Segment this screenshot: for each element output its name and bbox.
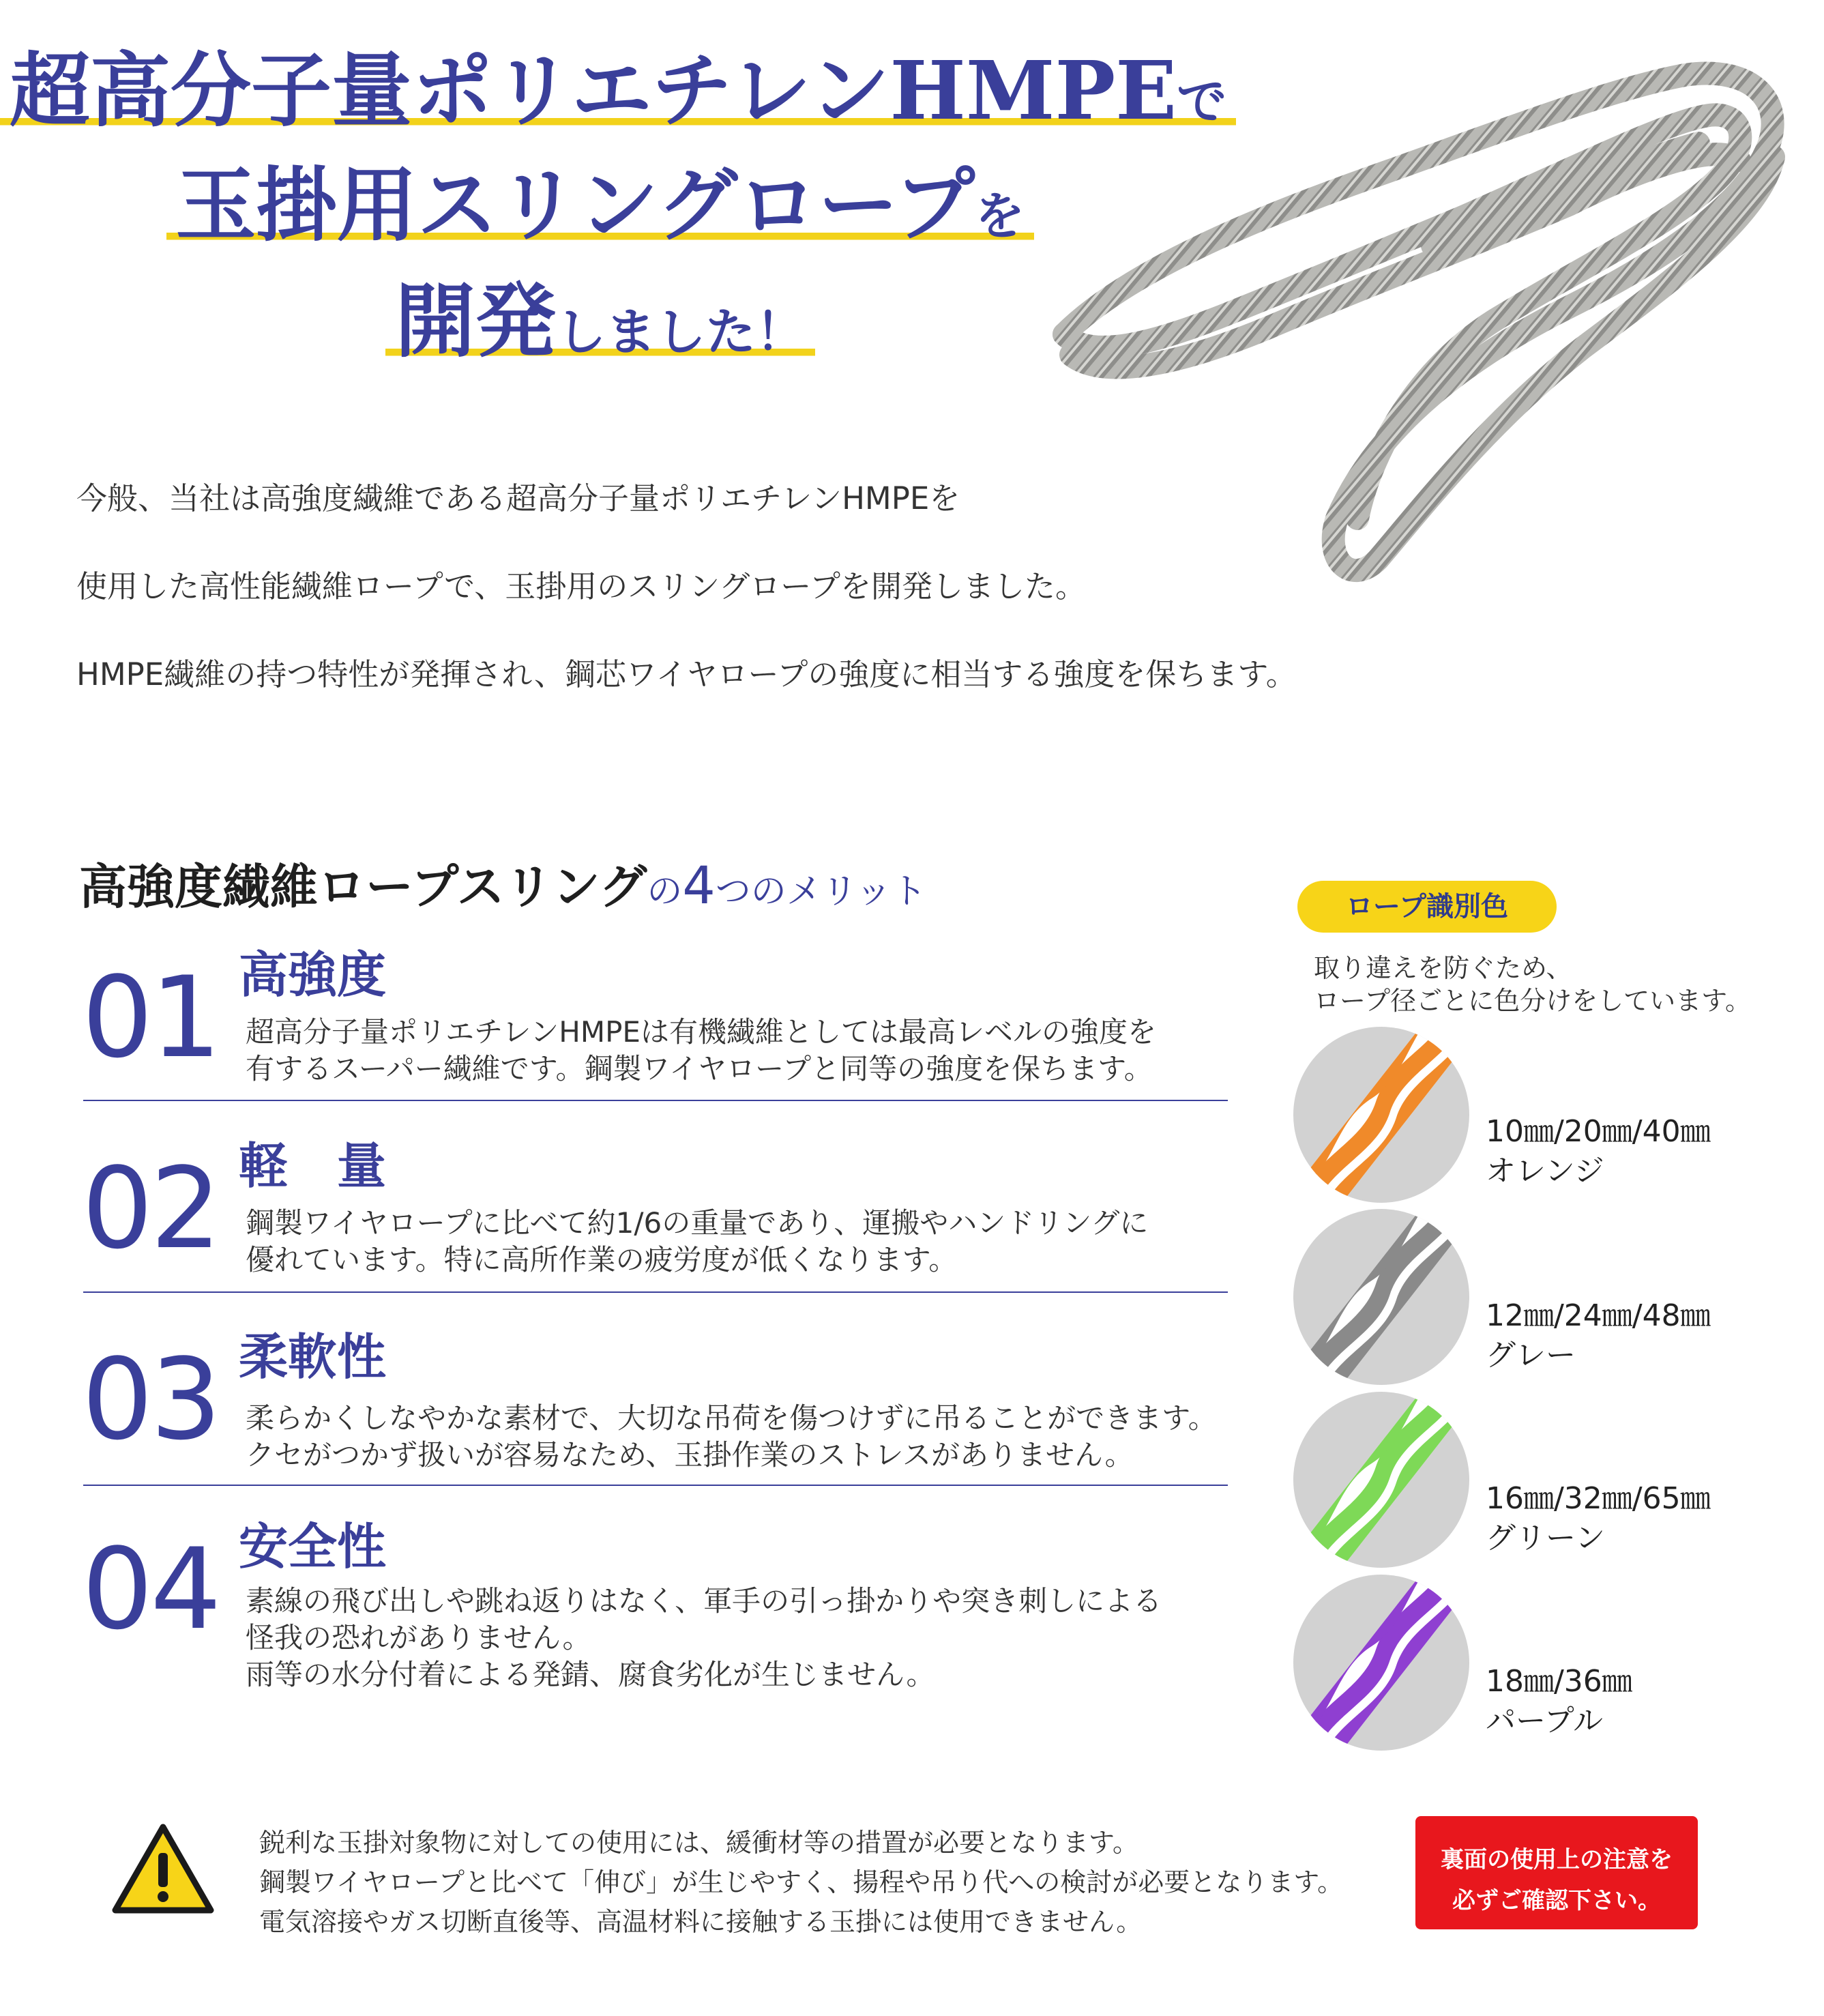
merit-text-line: 雨等の水分付着による発錆、腐食劣化が生じません。 [246,1658,935,1691]
rope-size-label: 16㎜/32㎜/65㎜ [1486,1481,1711,1516]
merits-title-sub-2: つのメリット [715,871,927,912]
merit-text-line: 柔らかくしなやかな素材で、大切な吊荷を傷つけずに吊ることができます。 [246,1401,1217,1435]
merit-number: 03 [82,1334,219,1465]
merit-number: 01 [82,952,219,1083]
headline-line-1 [0,43,1227,138]
color-panel-note-line: 取り違えを防ぐため、 [1314,953,1572,983]
intro-line-3: HMPE繊維の持つ特性が発揮され、鋼芯ワイヤロープの強度に相当する強度を保ちます。 [76,656,1297,692]
warning-icon [112,1823,214,1916]
rope-sling-image [1050,41,1808,628]
headline-line-1-main: 超高分子量ポリエチレンHMPE [10,43,1177,138]
rope-size-label: 10㎜/20㎜/40㎜ [1486,1114,1711,1149]
caution-line: 電気溶接やガス切断直後等、高温材料に接触する玉掛には使用できません。 [259,1907,1143,1937]
caution-line: 鋭利な玉掛対象物に対しての使用には、緩衝材等の措置が必要となります。 [259,1828,1138,1858]
headline-line-2 [0,158,1201,252]
headline-line-3-tail: しました！ [556,303,806,362]
merit-item-04 [82,1520,1228,1725]
merit-title: 軽 量 [239,1137,387,1195]
color-panel-note-line: ロープ径ごとに色分けをしています。 [1314,986,1752,1016]
merit-text-line: 有するスーパー繊維です。鋼製ワイヤロープと同等の強度を保ちます。 [246,1052,1153,1085]
merit-item-03 [82,1330,1228,1501]
merit-divider [83,1291,1228,1293]
intro-line-2: 使用した高性能繊維ロープで、玉掛用のスリングロープを開発しました。 [76,568,1087,604]
rope-size-label: 18㎜/36㎜ [1486,1664,1632,1699]
rope-color-name: オレンジ [1486,1154,1604,1188]
merit-item-02 [82,1139,1228,1310]
merit-text-line: 優れています。特に高所作業の疲労度が低くなります。 [246,1243,958,1276]
intro-line-1: 今般、当社は高強度繊維である超高分子量ポリエチレンHMPEを [76,480,960,516]
rope-swatch-gray [1293,1209,1469,1385]
rope-color-name: グリーン [1486,1521,1606,1555]
headline-line-2-tail: を [975,187,1025,246]
rope-swatch-green [1293,1392,1469,1568]
notice-box [1415,1816,1698,1929]
notice-line: 必ずご確認下さい。 [1452,1887,1661,1914]
merit-text-line: 超高分子量ポリエチレンHMPEは有機繊維としては最高レベルの強度を [246,1015,1156,1049]
merit-title: 柔軟性 [239,1328,387,1386]
merit-text-line: 鋼製ワイヤロープに比べて約1/6の重量であり、運搬やハンドリングに [246,1206,1149,1240]
merit-divider [83,1485,1228,1486]
rope-swatch-purple [1293,1575,1469,1751]
headline-line-3 [0,274,1201,368]
caution-line: 鋼製ワイヤロープと比べて「伸び」が生じやすく、揚程や吊り代への検討が必要となります。 [259,1867,1344,1897]
headline-line-1-tail: で [1177,72,1227,131]
merits-title-number: 4 [682,855,716,916]
notice-line: 裏面の使用上の注意を [1441,1846,1673,1873]
merit-item-01 [82,948,1228,1119]
merits-title-sub-1: の [647,871,683,912]
rope-color-name: パープル [1486,1704,1604,1738]
headline-line-3-main: 開発 [395,274,557,368]
merit-text-line: 怪我の恐れがありません。 [246,1621,591,1654]
headline-line-2-main: 玉掛用スリングロープ [175,158,975,252]
merit-text-line: 素線の飛び出しや跳ね返りはなく、軍手の引っ掛かりや突き刺しによる [246,1584,1162,1618]
rope-swatch-orange [1293,1027,1469,1203]
merit-title: 安全性 [239,1518,387,1575]
merit-number: 02 [82,1143,219,1274]
merit-text-line: クセがつかず扱いが容易なため、玉掛作業のストレスがありません。 [246,1438,1134,1472]
rope-color-name: グレー [1486,1338,1576,1373]
merits-title-main: 高強度繊維ロープスリング [79,859,647,915]
merit-title: 高強度 [239,946,387,1004]
rope-size-label: 12㎜/24㎜/48㎜ [1486,1298,1711,1333]
merit-number: 04 [82,1524,219,1654]
merit-divider [83,1100,1228,1101]
merits-title [79,849,927,918]
rope-color-badge: ロープ識別色 [1297,881,1557,933]
